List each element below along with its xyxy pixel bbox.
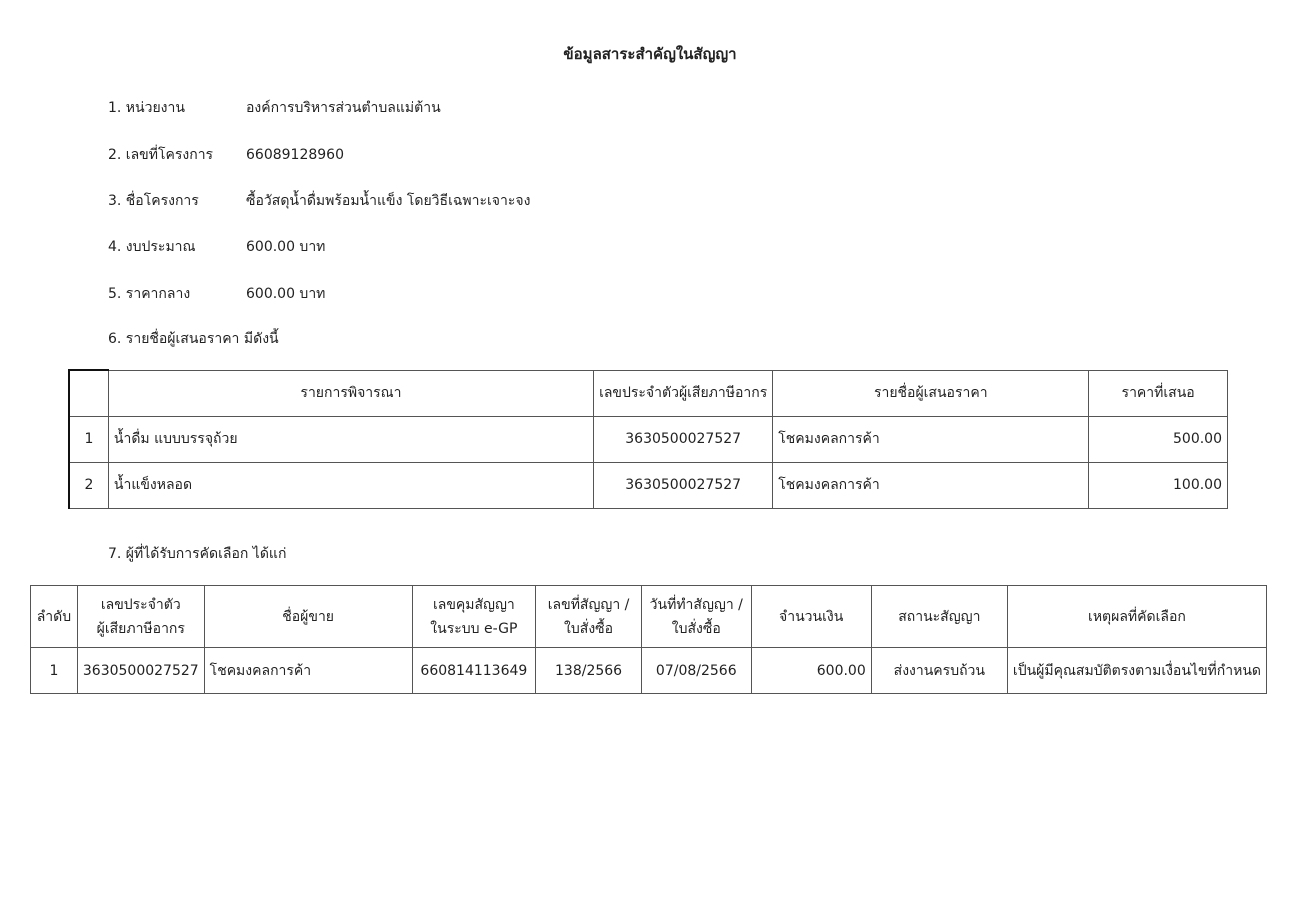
field-label: 2. เลขที่โครงการ [108, 147, 214, 163]
header-cell-tax-id [77, 586, 204, 648]
header-line: ใบสั่งซื้อ [671, 620, 721, 637]
header-cell-reason: เหตุผลที่คัดเลือก [1007, 586, 1266, 648]
winners-table [30, 585, 1267, 694]
field-label: 5. ราคากลาง [108, 286, 191, 302]
cell-control-no: 660814113649 [412, 648, 536, 694]
cell-reason: เป็นผู้มีคุณสมบัติตรงตามเงื่อนไขที่กำหนด [1007, 648, 1266, 694]
cell-date: 07/08/2566 [642, 648, 752, 694]
field-value: 600.00 บาท [246, 286, 326, 302]
field-project-number [108, 144, 344, 166]
header-line: วันที่ทำสัญญา / [649, 596, 743, 613]
cell-no: 1 [31, 648, 78, 694]
header-cell-status: สถานะสัญญา [871, 586, 1007, 648]
header-cell-control-no [412, 586, 536, 648]
header-line: ใบสั่งซื้อ [564, 620, 614, 637]
field-value: 600.00 บาท [246, 239, 326, 255]
cell-vendor: โชคมงคลการค้า [204, 648, 412, 694]
bidders-table [68, 369, 1228, 509]
header-cell-amount: จำนวนเงิน [751, 586, 871, 648]
winners-heading: 7. ผู้ที่ได้รับการคัดเลือก ได้แก่ [108, 546, 287, 562]
field-label: 1. หน่วยงาน [108, 100, 185, 116]
cell-bidder: โชคมงคลการค้า [773, 416, 1089, 462]
field-value: องค์การบริหารส่วนตำบลแม่ต้าน [246, 100, 441, 116]
cell-index: 1 [69, 416, 108, 462]
field-median-price [108, 283, 325, 305]
cell-item: น้ำดื่ม แบบบรรจุถ้วย [108, 416, 593, 462]
table-row [31, 648, 1267, 694]
cell-amount: 600.00 [751, 648, 871, 694]
cell-price: 100.00 [1089, 462, 1228, 508]
header-cell-date [642, 586, 752, 648]
field-agency [108, 97, 441, 119]
cell-tax-id: 3630500027527 [594, 416, 773, 462]
cell-price: 500.00 [1089, 416, 1228, 462]
header-line: เลขคุมสัญญา [432, 596, 515, 613]
field-label: 3. ชื่อโครงการ [108, 193, 199, 209]
header-cell-index [69, 370, 108, 416]
header-line: ในระบบ e-GP [430, 620, 518, 637]
cell-status: ส่งงานครบถ้วน [871, 648, 1007, 694]
header-cell-contract-no [536, 586, 642, 648]
header-cell-vendor: ชื่อผู้ขาย [204, 586, 412, 648]
field-value: 66089128960 [246, 147, 344, 163]
header-line: เลขประจำตัว [100, 596, 181, 613]
field-budget [108, 236, 325, 258]
table-row [69, 462, 1228, 508]
header-cell-price: ราคาที่เสนอ [1089, 370, 1228, 416]
header-cell-no: ลำดับ [31, 586, 78, 648]
document-title: ข้อมูลสาระสำคัญในสัญญา [563, 45, 737, 63]
cell-contract-no: 138/2566 [536, 648, 642, 694]
table-header-row [31, 586, 1267, 648]
table-row [69, 416, 1228, 462]
cell-tax-id: 3630500027527 [77, 648, 204, 694]
field-project-name [108, 190, 530, 212]
cell-tax-id: 3630500027527 [594, 462, 773, 508]
field-value: ซื้อวัสดุน้ำดื่มพร้อมน้ำแข็ง โดยวิธีเฉพาะเจาะจง [246, 193, 531, 209]
header-cell-bidder: รายชื่อผู้เสนอราคา [773, 370, 1089, 416]
table-header-row [69, 370, 1228, 416]
header-line: ผู้เสียภาษีอากร [96, 620, 185, 637]
header-cell-item: รายการพิจารณา [108, 370, 593, 416]
cell-index: 2 [69, 462, 108, 508]
header-line: เลขที่สัญญา / [547, 596, 630, 613]
field-label: 4. งบประมาณ [108, 239, 196, 255]
cell-bidder: โชคมงคลการค้า [773, 462, 1089, 508]
bidders-heading: 6. รายชื่อผู้เสนอราคา มีดังนี้ [108, 331, 279, 347]
cell-item: น้ำแข็งหลอด [108, 462, 593, 508]
header-cell-tax-id: เลขประจำตัวผู้เสียภาษีอากร [594, 370, 773, 416]
